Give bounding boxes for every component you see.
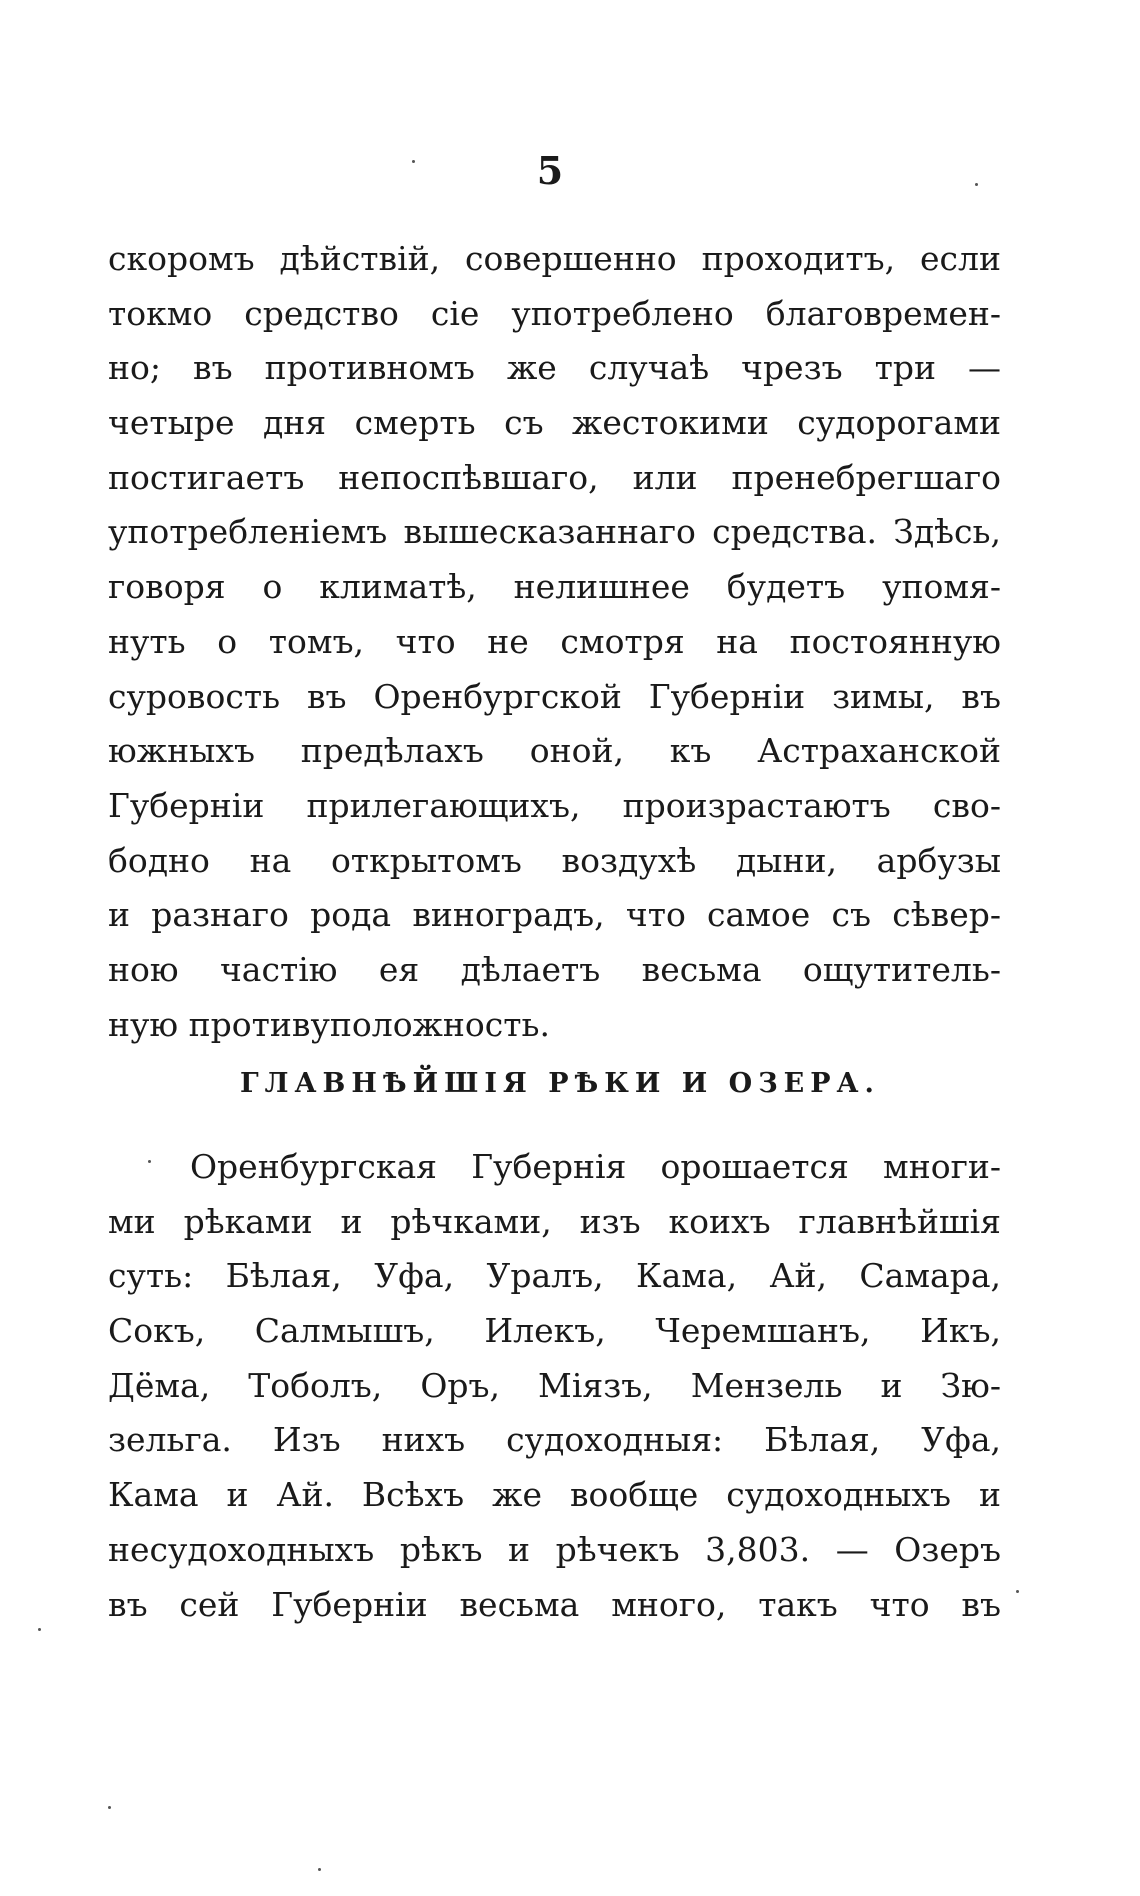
- text-line: Губерніи прилегающихъ, произрастаютъ сво-: [108, 785, 1001, 825]
- text-line: Кама и Ай. Всѣхъ же вообще судоходныхъ и: [108, 1475, 1001, 1515]
- text-line: постигаетъ непоспѣвшаго, или пренебрегшаго: [108, 457, 1001, 497]
- print-speck: [148, 1160, 151, 1163]
- section-heading: ГЛАВНѢЙШІЯ РѢКИ И ОЗЕРА.: [240, 1068, 880, 1099]
- print-speck: [38, 1628, 41, 1631]
- text-line: ною частію ея дѣлаетъ весьма ощутитель-: [108, 949, 1001, 989]
- text-line: токмо средство сіе употреблено благовремен-: [108, 293, 1001, 333]
- text-line: и разнаго рода виноградъ, что самое съ сѣвер-: [108, 895, 1001, 935]
- text-line: Дёма, Тоболъ, Оръ, Міязъ, Мензель и Зю-: [108, 1365, 1001, 1405]
- text-line: Оренбургская Губернія орошается многи-: [190, 1147, 1001, 1186]
- text-line: но; въ противномъ же случаѣ чрезъ три —: [108, 348, 1001, 388]
- text-line: суть: Бѣлая, Уфа, Уралъ, Кама, Ай, Самара,: [108, 1256, 1001, 1296]
- text-line: нуть о томъ, что не смотря на постоянную: [108, 621, 1001, 661]
- text-line: Сокъ, Салмышъ, Илекъ, Черемшанъ, Икъ,: [108, 1311, 1001, 1351]
- text-line: суровость въ Оренбургской Губерніи зимы, въ: [108, 676, 1001, 716]
- text-line: говоря о климатѣ, нелишнее будетъ упомя-: [108, 567, 1001, 607]
- text-line: несудоходныхъ рѣкъ и рѣчекъ 3,803. — Озеръ: [108, 1529, 1001, 1569]
- paragraph-climate: [108, 232, 1001, 1052]
- text-line: зельга. Изъ нихъ судоходныя: Бѣлая, Уфа,: [108, 1420, 1001, 1460]
- print-speck: [318, 1868, 321, 1871]
- text-line: скоромъ дѣйствій, совершенно проходитъ, если: [108, 239, 1001, 278]
- print-speck: [975, 183, 978, 186]
- text-line: южныхъ предѣлахъ оной, къ Астраханской: [108, 731, 1001, 771]
- text-line: ми рѣками и рѣчками, изъ коихъ главнѣйшія: [108, 1201, 1001, 1241]
- page-number: 5: [536, 148, 564, 193]
- print-speck: [412, 160, 415, 163]
- text-line: ную противуположность.: [108, 1004, 550, 1044]
- text-line: четыре дня смерть съ жестокими судорогами: [108, 403, 1001, 443]
- print-speck: [1016, 1590, 1019, 1593]
- text-line: въ сей Губерніи весьма много, такъ что въ: [108, 1584, 1001, 1624]
- paragraph-rivers: [108, 1140, 1001, 1632]
- text-line: употребленіемъ вышесказаннаго средства. Здѣсь,: [108, 512, 1001, 552]
- text-line: бодно на открытомъ воздухѣ дыни, арбузы: [108, 840, 1001, 880]
- print-speck: [108, 1806, 111, 1809]
